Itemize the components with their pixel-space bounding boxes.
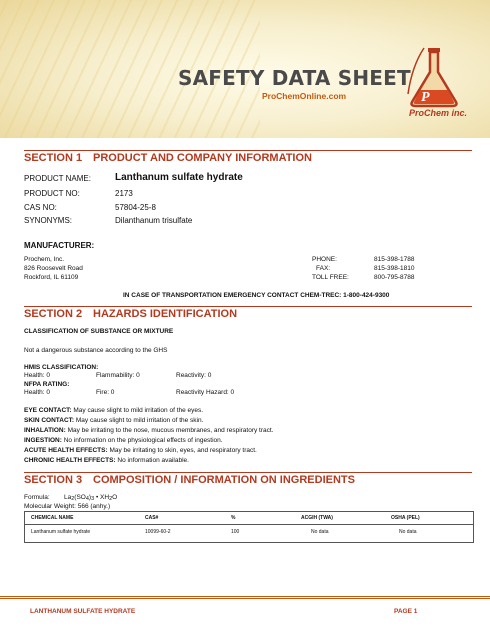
skin-contact: SKIN CONTACT: May cause slight to mild irritation of the skin. [24,417,204,424]
product-no-label: PRODUCT NO: [24,189,80,198]
table-header: ACGIH (TWA) [301,515,333,521]
acute-health-effects: ACUTE HEALTH EFFECTS: May be irritating to skin, eyes, and respiratory tract. [24,447,257,454]
table-divider [25,524,473,525]
section-title: COMPOSITION / INFORMATION ON INGREDIENTS [93,474,355,486]
formula-label: Formula: [24,494,50,501]
classification-label: CLASSIFICATION OF SUBSTANCE OR MIXTURE [24,328,174,335]
table-header: % [231,515,236,521]
fax-value: 815-398-1810 [374,265,415,272]
synonyms-label: SYNONYMS: [24,216,73,225]
product-name-label: PRODUCT NAME: [24,174,91,183]
hmis-flammability: Flammability: 0 [96,372,140,379]
toll-free-value: 800-795-8788 [374,274,415,281]
nfpa-reactivity: Reactivity Hazard: 0 [176,389,235,396]
emergency-contact: IN CASE OF TRANSPORTATION EMERGENCY CONTACT CHEM-TREC: 1-800-424-9300 [123,292,390,299]
synonyms-value: Dilanthanum trisulfate [115,216,193,225]
hmis-reactivity: Reactivity: 0 [176,372,212,379]
section-2-heading [24,306,472,320]
footer-page-number: PAGE 1 [394,608,418,615]
chronic-health-effects: CHRONIC HEALTH EFFECTS: No information available. [24,457,189,464]
table-cell: 100 [231,529,240,535]
toll-free-label: TOLL FREE: [312,274,349,281]
formula-value: $La_2(SO_4)_3$ • $XH_2O$ [64,494,118,502]
section-3-heading [24,472,472,486]
website-link[interactable]: ProChemOnline.com [262,91,347,101]
table-cell: 10099-60-2 [145,529,171,535]
address-line-1: Prochem, Inc. [24,256,65,263]
cas-value: 57804-25-8 [115,203,156,212]
eye-contact: EYE CONTACT: May cause slight to mild irritation of the eyes. [24,407,204,414]
fax-label: FAX: [316,265,331,272]
section-number: SECTION 1 [24,152,83,164]
product-no-value: 2173 [115,189,133,198]
footer-rule [0,596,490,599]
table-cell: No data [311,529,329,535]
manufacturer-label: MANUFACTURER: [24,241,95,250]
section-title: HAZARDS IDENTIFICATION [93,308,238,320]
address-line-3: Rockford, IL 61109 [24,274,79,281]
svg-text:P: P [421,90,430,105]
section-title: PRODUCT AND COMPANY INFORMATION [93,152,312,164]
cas-label: CAS NO: [24,203,57,212]
sds-title: SAFETY DATA SHEET [178,66,411,90]
ingestion: INGESTION: No information on the physiological effects of ingestion. [24,437,223,444]
product-name-value: Lanthanum sulfate hydrate [115,172,243,183]
section-number: SECTION 3 [24,474,83,486]
molecular-weight: Molecular Weight: 566 (anhy.) [24,503,111,510]
nfpa-health: Health: 0 [24,389,51,396]
hmis-label: HMIS CLASSIFICATION: [24,364,99,371]
hmis-health: Health: 0 [24,372,51,379]
prochem-logo [404,46,474,126]
section-number: SECTION 2 [24,308,83,320]
table-header: OSHA (PEL) [391,515,420,521]
table-header: CHEMICAL NAME [31,515,74,521]
nfpa-label: NFPA RATING: [24,381,70,388]
table-cell: Lanthanum sulfate hydrate [31,529,91,535]
section-1-heading [24,150,472,164]
header-banner [0,0,490,138]
phone-value: 815-398-1788 [374,256,415,263]
address-line-2: 826 Roosevelt Road [24,265,83,272]
logo-text: ProChem inc. [409,108,468,118]
phone-label: PHONE: [312,256,337,263]
inhalation: INHALATION: May be irritating to the nose, mucous membranes, and respiratory tract. [24,427,274,434]
footer-product: LANTHANUM SULFATE HYDRATE [30,608,136,615]
table-cell: No data [399,529,417,535]
ingredients-table [24,511,474,543]
flask-icon [404,46,464,108]
classification-value: Not a dangerous substance according to the GHS [24,347,168,354]
nfpa-fire: Fire: 0 [96,389,115,396]
table-header: CAS# [145,515,159,521]
